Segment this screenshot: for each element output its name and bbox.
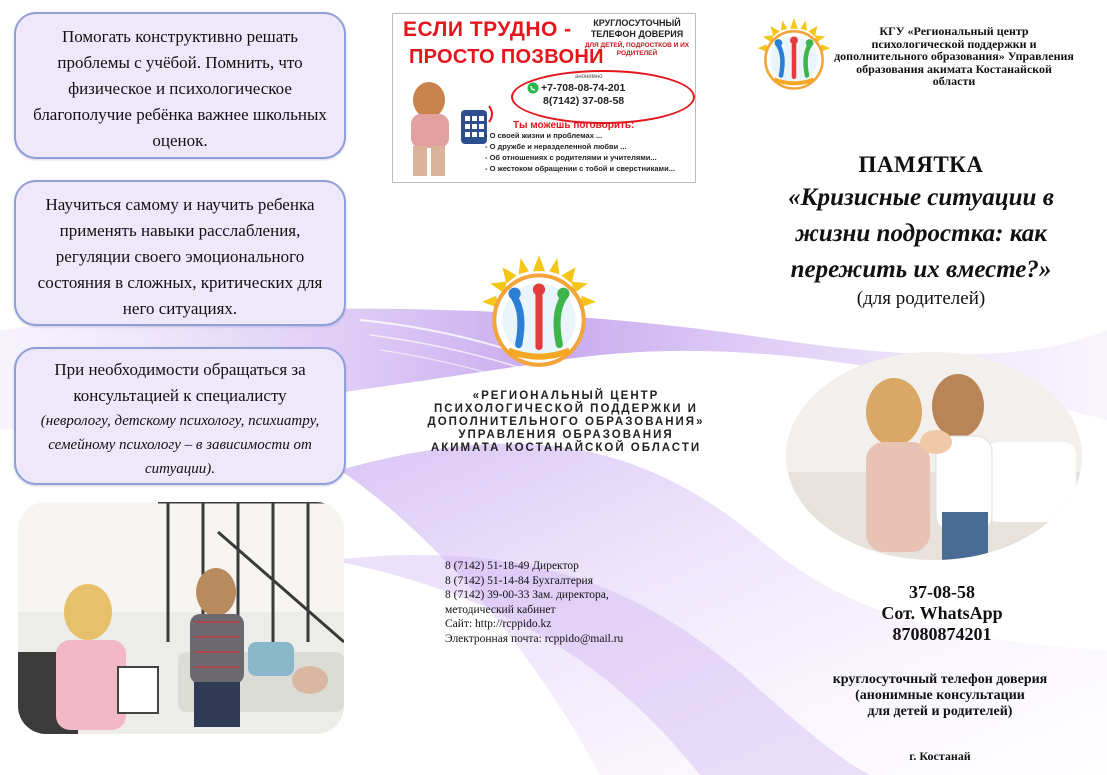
memo-heading: ПАМЯТКА xyxy=(858,152,984,177)
banner-topic: - О дружбе и неразделенной любви ... xyxy=(485,142,627,151)
hotline-description xyxy=(805,672,1075,720)
memo-subject: «Кризисные ситуации в жизни подростка: как пережить их вместе?» xyxy=(788,184,1054,283)
banner-topic: - Об отношениях с родителями и учителями... xyxy=(485,153,657,162)
consultation-photo xyxy=(18,502,344,734)
org-header: КГУ «Региональный центр психологической поддержки и дополнительного образования» Управления образования акимата Костанайской области xyxy=(834,24,1074,88)
contacts-list xyxy=(445,559,685,646)
banner-you-can-talk: Ты можешь поговорить: xyxy=(513,120,635,131)
hotline-desc-line: для детей и родителей) xyxy=(867,704,1013,719)
banner-phone-city: 8(7142) 37-08-58 xyxy=(543,95,625,107)
city-label: г. Костанай xyxy=(909,749,971,763)
whatsapp-label: Сот. WhatsApp xyxy=(881,603,1003,623)
banner-hotline-sub: ДЛЯ ДЕТЕЙ, ПОДРОСТКОВ И ИХ РОДИТЕЛЕЙ xyxy=(584,42,690,57)
banner-anonymous: анонимно xyxy=(575,74,603,80)
tip-text: При необходимости обращаться за консультацией к специалисту xyxy=(54,360,306,405)
center-logo-icon xyxy=(755,16,833,96)
title-block xyxy=(760,152,1082,310)
banner-hotline-title: КРУГЛОСУТОЧНЫЙ ТЕЛЕФОН ДОВЕРИЯ xyxy=(590,18,684,39)
banner-topic: - О своей жизни и проблемах ... xyxy=(485,131,603,140)
contact-line: 8 (7142) 51-18-49 Директор xyxy=(445,560,579,572)
tip-note: (неврологу, детскому психологу, психиатру, семейному психологу – в зависимости от ситуации). xyxy=(40,413,320,477)
contact-line: методический кабинет xyxy=(445,603,556,616)
whatsapp-number: 87080874201 xyxy=(892,624,992,644)
center-logo-large-icon xyxy=(478,253,600,375)
banner-topic: - О жестоком обращении с тобой и сверстниками... xyxy=(485,164,675,173)
contact-line: Сайт: http://rcppido.kz xyxy=(445,618,552,630)
tip-card-study xyxy=(14,12,346,159)
org-name-center: «РЕГИОНАЛЬНЫЙ ЦЕНТР ПСИХОЛОГИЧЕСКОЙ ПОДДЕРЖКИ И ДОПОЛНИТЕЛЬНОГО ОБРАЗОВАНИЯ» УПРАВЛЕНИЯ ОБРАЗОВАНИЯ АКИМАТА КОСТАНАЙСКОЙ ОБЛАСТИ xyxy=(427,390,705,454)
tip-card-specialist xyxy=(14,347,346,485)
banner-headline-1: ЕСЛИ ТРУДНО - xyxy=(403,18,572,41)
hotline-desc-line: (анонимные консультации xyxy=(855,688,1025,703)
banner-phone-mobile: +7-708-08-74-201 xyxy=(541,82,626,94)
contact-line: 8 (7142) 51-14-84 Бухгалтерия xyxy=(445,574,593,587)
whatsapp-icon xyxy=(527,82,539,94)
contact-line: 8 (7142) 39-00-33 Зам. директора, xyxy=(445,589,609,601)
child-figure-icon xyxy=(401,78,459,178)
banner-headline-2: ПРОСТО ПОЗВОНИ xyxy=(409,46,604,68)
tip-text: Научиться самому и научить ребенка применять навыки расслабления, регуляции своего эмоционального состояния в сложных, критических для него ситуациях. xyxy=(37,195,323,318)
mother-daughter-photo xyxy=(786,352,1082,560)
contact-line: Электронная почта: rcppido@mail.ru xyxy=(445,632,624,645)
memo-audience: (для родителей) xyxy=(856,288,986,309)
banner-topics xyxy=(485,130,675,174)
phones-block xyxy=(830,582,1054,645)
hotline-desc-line: круглосуточный телефон доверия xyxy=(832,672,1048,687)
tip-card-relaxation xyxy=(14,180,346,326)
phone-city: 37-08-58 xyxy=(909,582,975,602)
hotline-banner xyxy=(392,13,696,183)
tip-text: Помогать конструктивно решать проблемы с учёбой. Помнить, что физическое и психологическое благополучие ребёнка важнее школьных оценок. xyxy=(33,27,327,150)
